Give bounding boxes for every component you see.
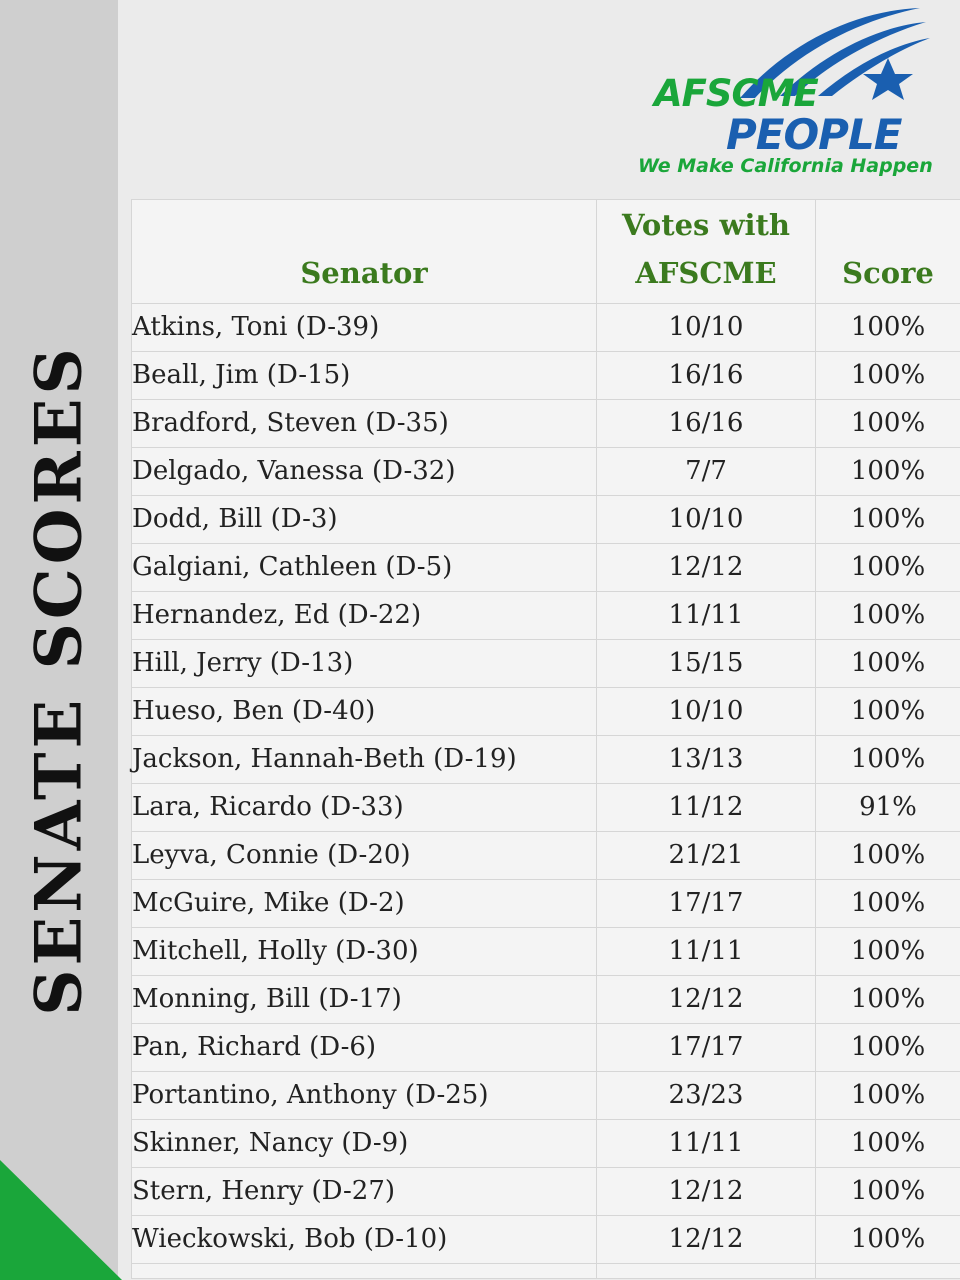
table-row xyxy=(132,1216,960,1264)
score-cell: 100% xyxy=(816,592,960,640)
table-row xyxy=(132,688,960,736)
score-cell: 100% xyxy=(816,1216,960,1264)
senator-name-cell: Wieckowski, Bob (D-10) xyxy=(132,1216,597,1264)
score-cell: 100% xyxy=(816,928,960,976)
senator-name-cell: Delgado, Vanessa (D-32) xyxy=(132,448,597,496)
score-cell: 100% xyxy=(816,1120,960,1168)
senator-name-cell: Galgiani, Cathleen (D-5) xyxy=(132,544,597,592)
empty-cell xyxy=(597,1264,816,1279)
votes-cell: 17/17 xyxy=(597,880,816,928)
table-row xyxy=(132,496,960,544)
votes-cell: 12/12 xyxy=(597,1168,816,1216)
votes-cell: 10/10 xyxy=(597,304,816,352)
score-cell: 100% xyxy=(816,304,960,352)
score-cell: 100% xyxy=(816,736,960,784)
table-row xyxy=(132,448,960,496)
senator-name-cell: Stern, Henry (D-27) xyxy=(132,1168,597,1216)
senate-scores-table xyxy=(131,199,960,1279)
score-cell: 100% xyxy=(816,976,960,1024)
senator-name-cell: McGuire, Mike (D-2) xyxy=(132,880,597,928)
score-cell: 100% xyxy=(816,1024,960,1072)
table-row xyxy=(132,784,960,832)
votes-cell: 12/12 xyxy=(597,1216,816,1264)
votes-cell: 15/15 xyxy=(597,640,816,688)
votes-cell: 10/10 xyxy=(597,496,816,544)
table-row xyxy=(132,1024,960,1072)
table-row xyxy=(132,1072,960,1120)
score-cell: 100% xyxy=(816,352,960,400)
votes-cell: 11/11 xyxy=(597,1120,816,1168)
logo-tagline: We Make California Happen xyxy=(638,155,933,177)
votes-cell: 11/11 xyxy=(597,928,816,976)
side-title: SENATE SCORES xyxy=(21,344,97,1016)
table-row xyxy=(132,352,960,400)
senator-name-cell: Pan, Richard (D-6) xyxy=(132,1024,597,1072)
senator-name-cell: Dodd, Bill (D-3) xyxy=(132,496,597,544)
table-row xyxy=(132,640,960,688)
green-corner-triangle xyxy=(0,1160,122,1280)
table-row xyxy=(132,736,960,784)
table-row xyxy=(132,1168,960,1216)
header-score: Score xyxy=(816,200,960,304)
empty-cell xyxy=(132,1264,597,1279)
empty-cell xyxy=(816,1264,960,1279)
afscme-people-logo xyxy=(630,0,960,190)
senator-name-cell: Lara, Ricardo (D-33) xyxy=(132,784,597,832)
score-cell: 100% xyxy=(816,1072,960,1120)
score-cell: 100% xyxy=(816,544,960,592)
votes-cell: 16/16 xyxy=(597,352,816,400)
senator-name-cell: Monning, Bill (D-17) xyxy=(132,976,597,1024)
table-row xyxy=(132,880,960,928)
senator-name-cell: Atkins, Toni (D-39) xyxy=(132,304,597,352)
score-cell: 100% xyxy=(816,1168,960,1216)
senator-name-cell: Hernandez, Ed (D-22) xyxy=(132,592,597,640)
votes-cell: 21/21 xyxy=(597,832,816,880)
table-row xyxy=(132,1120,960,1168)
table-row xyxy=(132,544,960,592)
votes-cell: 13/13 xyxy=(597,736,816,784)
table-row xyxy=(132,592,960,640)
table-row xyxy=(132,400,960,448)
header-senator: Senator xyxy=(132,200,597,304)
table-row xyxy=(132,832,960,880)
sidebar-band xyxy=(0,0,118,1280)
votes-cell: 10/10 xyxy=(597,688,816,736)
votes-cell: 12/12 xyxy=(597,976,816,1024)
table-row xyxy=(132,928,960,976)
votes-cell: 17/17 xyxy=(597,1024,816,1072)
senator-name-cell: Leyva, Connie (D-20) xyxy=(132,832,597,880)
senator-name-cell: Mitchell, Holly (D-30) xyxy=(132,928,597,976)
logo-afscme-text: AFSCME xyxy=(654,72,818,115)
votes-cell: 12/12 xyxy=(597,544,816,592)
score-cell: 100% xyxy=(816,880,960,928)
header-votes xyxy=(597,200,816,304)
score-cell: 100% xyxy=(816,832,960,880)
votes-cell: 23/23 xyxy=(597,1072,816,1120)
score-cell: 100% xyxy=(816,688,960,736)
senator-name-cell: Hueso, Ben (D-40) xyxy=(132,688,597,736)
senator-name-cell: Bradford, Steven (D-35) xyxy=(132,400,597,448)
score-cell: 100% xyxy=(816,448,960,496)
votes-cell: 11/11 xyxy=(597,592,816,640)
senator-name-cell: Beall, Jim (D-15) xyxy=(132,352,597,400)
senator-name-cell: Skinner, Nancy (D-9) xyxy=(132,1120,597,1168)
header-votes-line1: Votes with xyxy=(622,208,790,242)
table-row xyxy=(132,976,960,1024)
score-cell: 100% xyxy=(816,496,960,544)
votes-cell: 11/12 xyxy=(597,784,816,832)
senator-name-cell: Jackson, Hannah-Beth (D-19) xyxy=(132,736,597,784)
score-cell: 100% xyxy=(816,400,960,448)
score-cell: 100% xyxy=(816,640,960,688)
table-row-partial xyxy=(132,1264,960,1279)
table-row xyxy=(132,304,960,352)
score-cell: 91% xyxy=(816,784,960,832)
votes-cell: 16/16 xyxy=(597,400,816,448)
senator-name-cell: Hill, Jerry (D-13) xyxy=(132,640,597,688)
header-votes-line2: AFSCME xyxy=(635,256,777,290)
table-header-row xyxy=(132,200,960,304)
logo-people-text: PEOPLE xyxy=(726,110,902,159)
senator-name-cell: Portantino, Anthony (D-25) xyxy=(132,1072,597,1120)
votes-cell: 7/7 xyxy=(597,448,816,496)
